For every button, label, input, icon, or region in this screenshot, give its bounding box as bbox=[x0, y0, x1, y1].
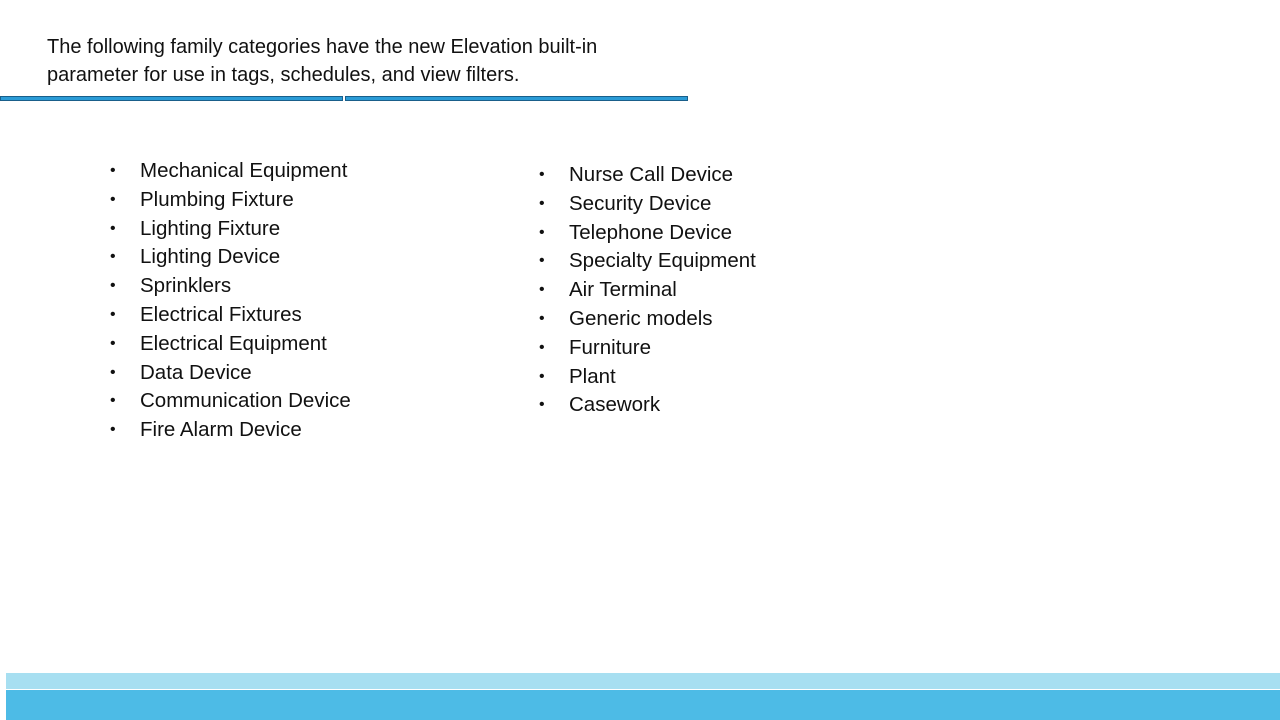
list-item-label: Data Device bbox=[140, 360, 252, 384]
list-item bbox=[110, 243, 351, 272]
list-item-label: Plumbing Fixture bbox=[140, 187, 294, 211]
bullet-icon: • bbox=[539, 223, 545, 241]
bullet-icon: • bbox=[539, 396, 545, 414]
list-item-label: Lighting Fixture bbox=[140, 216, 281, 240]
list-item bbox=[110, 186, 351, 215]
heading-rule-right bbox=[345, 96, 688, 101]
list-item-label: Plant bbox=[569, 364, 616, 388]
list-item bbox=[110, 301, 351, 330]
list-item-label: Furniture bbox=[569, 335, 652, 359]
footer-band-light bbox=[6, 673, 1280, 689]
list-item bbox=[539, 190, 756, 219]
heading-rule-left bbox=[0, 96, 343, 101]
list-item-label: Fire Alarm Device bbox=[140, 418, 302, 442]
list-item bbox=[539, 161, 756, 190]
bullet-icon: • bbox=[539, 281, 545, 299]
list-item-label: Mechanical Equipment bbox=[140, 159, 348, 182]
list-item-label: Lighting Device bbox=[140, 245, 281, 269]
list-item bbox=[110, 215, 351, 244]
list-item-label: Generic models bbox=[569, 306, 713, 330]
slide-heading: The following family categories have the new Elevation built-in parameter for use in tags, schedules, and view filters. bbox=[47, 36, 598, 86]
list-item-label: Telephone Device bbox=[569, 220, 732, 244]
family-category-list-left bbox=[110, 157, 351, 445]
bullet-icon: • bbox=[539, 194, 545, 212]
footer-band-dark bbox=[6, 690, 1280, 720]
bullet-icon: • bbox=[110, 219, 116, 237]
bullet-icon: • bbox=[539, 367, 545, 385]
list-item bbox=[110, 359, 351, 388]
bullet-icon: • bbox=[110, 248, 116, 266]
list-item-label: Electrical Equipment bbox=[140, 331, 327, 355]
bullet-icon: • bbox=[539, 252, 545, 270]
list-item-label: Specialty Equipment bbox=[569, 249, 756, 273]
bullet-icon: • bbox=[110, 190, 116, 208]
list-item-label: Electrical Fixtures bbox=[140, 302, 302, 326]
list-item-label: Sprinklers bbox=[140, 274, 232, 298]
bullet-icon: • bbox=[110, 277, 116, 295]
list-item bbox=[110, 157, 351, 186]
list-item-label: Casework bbox=[569, 393, 661, 417]
list-item bbox=[539, 276, 756, 305]
list-item bbox=[539, 247, 756, 276]
list-item-label: Nurse Call Device bbox=[569, 163, 734, 186]
bullet-icon: • bbox=[110, 162, 116, 179]
family-category-list-right bbox=[539, 161, 756, 420]
bullet-icon: • bbox=[110, 392, 116, 410]
bullet-icon: • bbox=[110, 363, 116, 381]
bullet-icon: • bbox=[110, 334, 116, 352]
bullet-icon: • bbox=[539, 338, 545, 356]
list-item bbox=[110, 330, 351, 359]
list-item bbox=[110, 387, 351, 416]
list-item bbox=[539, 219, 756, 248]
list-item-label: Air Terminal bbox=[569, 278, 677, 302]
list-item bbox=[539, 305, 756, 334]
bullet-icon: • bbox=[539, 309, 545, 327]
bullet-icon: • bbox=[110, 421, 116, 439]
bullet-icon: • bbox=[539, 166, 545, 183]
list-item bbox=[539, 363, 756, 392]
list-item-label: Security Device bbox=[569, 191, 712, 215]
list-item bbox=[539, 334, 756, 363]
bullet-icon: • bbox=[110, 305, 116, 323]
list-item bbox=[539, 391, 756, 420]
list-item bbox=[110, 272, 351, 301]
list-item bbox=[110, 416, 351, 445]
list-item-label: Communication Device bbox=[140, 389, 351, 413]
